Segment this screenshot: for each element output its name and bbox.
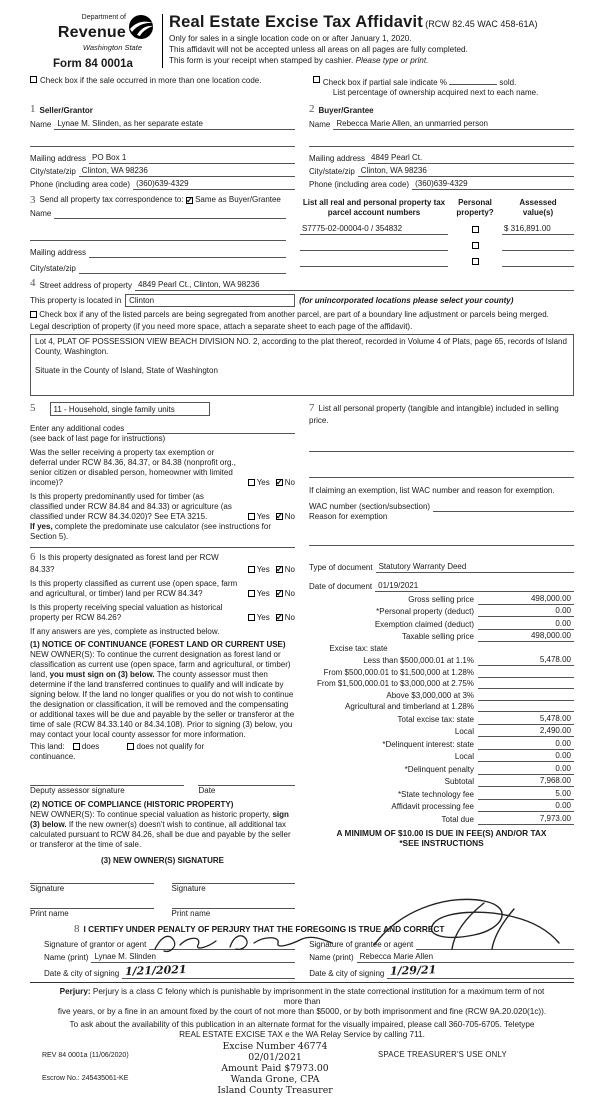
buyer-mailing-field[interactable]: 4849 Pearl Ct. [368, 153, 574, 164]
seller-city-field[interactable]: Clinton, WA 98236 [79, 166, 295, 177]
treasurer-stamp: Excise Number 46774 02/01/2021 Amount Paid $7973.00 Wanda Grone, CPA Island County Treasurer [217, 1041, 333, 1096]
correspondence-mailing-label: Mailing address [30, 248, 87, 258]
partial-sale-label: Check box if partial sale indicate % sold. List percentage of ownership acquired next to each name. [322, 77, 539, 97]
wac-number-field[interactable] [433, 502, 574, 512]
located-in-note: (for unincorporated locations please select your county) [299, 295, 514, 305]
assessed-value-field-3[interactable] [502, 257, 574, 267]
document-date-label: Date of document [309, 581, 373, 591]
tax-label: Local [454, 727, 474, 737]
treasurer-use-only-label: SPACE TREASURER'S USE ONLY [378, 1050, 507, 1059]
section-forest-land: 6 Is this property designated as forest land per RCW 84.33? Yes ✓ No Is this property classified as current use (open space, farm and agricultural, or timber) land per RCW 84.34? Yes ✓ No Is this property receiving special valuation as historical property per RCW 84.26? Yes ✓ No If any answers are yes, complete as instructed below. (1) NOTICE OF CONTINUANCE (FOREST LAND OR CURRENT USE) NEW OWNER(S): To continue the current designation as forest land or classification as current use (open space, farm and agricultural, or timber) land, you must sign on (3) below. The county assessor must then determine if the land transferred continues to qualify and will indicate by signing below. If the land no longer qualifies or you do not wish to continue the designation or classification, it will be removed and the compensating or additional taxes will be due and payable by the seller or transferor at the time of sale (RCW 84.33.140 or 84.34.108). Prior to signing (3) below, you may contact your local county assessor for more information. This land: does does not qualify for continuance. Deputy assessor signature Date (2) NOTICE OF COMPLIANCE (HISTORIC PROPERTY) NEW OWNER(S): To continue special valuation as historic property, sign (3) below. If the new owner(s) doesn't wish to continue, all additional tax calculated pursuant to RCW 84.26, shall be due and payable by the seller or transferor at the time of sale. (3) NEW OWNER(S) SIGNATURE Signature Signature Print name Print name [30, 551, 295, 919]
s5-q2-no-checkbox[interactable] [276, 513, 283, 520]
section4-number: 4 [30, 277, 36, 290]
grantor-datecity-label: Date & city of signing [44, 968, 120, 978]
s6-q1-yes-checkbox[interactable] [248, 566, 255, 573]
seller-mailing-field[interactable]: PO Box 1 [89, 153, 295, 164]
tax-value[interactable]: 498,000.00 [478, 631, 574, 642]
assessed-value-field[interactable]: $ 316,891.00 [502, 224, 574, 235]
minimum-fee-note: A MINIMUM OF $10.00 IS DUE IN FEE(S) AND/OR TAX [336, 827, 547, 838]
section-property-address [30, 277, 574, 396]
section1-number: 1 [30, 102, 36, 115]
additional-codes-field[interactable] [127, 424, 295, 434]
header-note-1: Only for sales in a single location code on or after January 1, 2020. [169, 33, 412, 43]
parcel-col1-header: List all real and personal property tax parcel account numbers [302, 197, 446, 217]
new-owner-signature-label-1: Signature [30, 883, 65, 893]
new-owner-printname-field-1[interactable] [30, 899, 154, 909]
grantor-datecity-field[interactable] [122, 964, 295, 979]
grantee-datecity-field[interactable] [387, 964, 574, 979]
land-does-checkbox[interactable] [73, 743, 80, 750]
section-certification [30, 923, 574, 983]
personal-property-checkbox-3[interactable] [472, 258, 479, 265]
tax-value[interactable]: 7,973.00 [478, 814, 574, 825]
tax-value-spacer [478, 644, 574, 654]
personal-property-checkbox-2[interactable] [472, 242, 479, 249]
buyer-name-label: Name [309, 119, 331, 129]
dor-logo [30, 6, 156, 72]
correspondence-name-field[interactable] [54, 209, 286, 219]
same-as-buyer-checkbox[interactable] [186, 197, 193, 204]
notice-continuance-body: NEW OWNER(S): To continue the current designation as forest land or classification as current use (open space, farm and agricultural, or timber) land, you must sign on (3) below. The county assessor must then determine if the land transferred continues to qualify and will indicate by signing below. If the land no longer qualifies or you do not wish to continue the designation or classification, it will be removed and the compensating or additional taxes will be due and payable by the seller or transferor at the time of sale (RCW 84.33.140 or 84.34.108). Prior to signing (3) below, you may contact your local county assessor for more information. [30, 649, 295, 739]
notice-continuance-title: (1) NOTICE OF CONTINUANCE (FOREST LAND OR CURRENT USE) [30, 639, 286, 649]
partial-sale-note: List percentage of ownership acquired next to each name. [332, 87, 539, 97]
grantee-date-handwriting: 1/29/21 [390, 963, 437, 978]
correspondence-mailing-field[interactable] [89, 248, 286, 258]
dor-swoosh-icon [128, 14, 154, 43]
parcel-row [300, 224, 574, 235]
accessibility-note: To ask about the availability of this publication in an alternate format for the visually impaired, please call 360-705-6705. Teletype REAL ESTATE EXCISE TAX e the WA Relay Service by calling 711. [69, 1019, 535, 1039]
exemption-label: If claiming an exemption, list WAC number and reason for exemption. [309, 485, 555, 495]
correspondence-city-label: City/state/zip [30, 264, 76, 274]
correspondence-name-label: Name [30, 209, 52, 219]
s5-q1-no-checkbox[interactable] [276, 479, 283, 486]
correspondence-city-field[interactable] [79, 264, 286, 274]
legal-description-p1: Lot 4, PLAT OF POSSESSION VIEW BEACH DIVISION NO. 2, according to the plat thereof, recorded in Volume 4 of Plats, page 65, records of Island County, Washington. [35, 337, 567, 356]
s5-q2-text: Is this property predominantly used for timber (as classified under RCW 84.84 and 84.33) or agriculture (as classified under RCW 84.34.020)? See ETA 3215. [30, 492, 232, 521]
tax-label: Affidavit processing fee [391, 802, 474, 812]
multi-location-label: Check box if the sale occurred in more than one location code. [40, 75, 262, 85]
located-in-label: This property is located in [30, 295, 122, 305]
s6-q3-text: Is this property receiving special valuation as historical property per RCW 84.26? [30, 602, 223, 622]
street-address-label: Street address of property [39, 281, 132, 290]
grantor-signature-field[interactable] [149, 940, 295, 950]
grantor-printname-label: Name (print) [44, 952, 89, 962]
deputy-date-label: Date [198, 785, 216, 795]
parcel-number-field[interactable]: S7775-02-00004-0 / 354832 [300, 224, 448, 235]
section2-number: 2 [309, 102, 315, 115]
tax-value[interactable] [478, 668, 574, 678]
multi-location-checkbox[interactable] [30, 76, 37, 83]
tax-label: Subtotal [444, 777, 474, 787]
deputy-assessor-signature-label: Deputy assessor signature [30, 785, 125, 795]
exemption-reason-field[interactable] [309, 536, 574, 546]
deputy-date-field[interactable] [198, 776, 295, 786]
buyer-city-field[interactable]: Clinton, WA 98236 [358, 166, 574, 177]
notice-compliance-body: NEW OWNER(S): To continue special valuation as historic property, sign (3) below. If the new owner(s) doesn't wish to continue, all additional tax calculated pursuant to RCW 84.26, shall be due and payable by the seller or transferor at the time of sale. [30, 809, 291, 849]
additional-codes-note: (see back of last page for instructions) [30, 434, 166, 443]
grantee-printname-field[interactable]: Rebecca Marie Allen [357, 952, 574, 963]
tax-value[interactable]: 0.00 [478, 764, 574, 775]
document-type-label: Type of document [309, 562, 373, 572]
grantee-cert-block [309, 939, 574, 979]
street-address-field[interactable]: 4849 Pearl Ct., Clinton, WA 98236 [135, 280, 574, 291]
seller-name2-field[interactable] [30, 137, 295, 147]
tax-value[interactable]: 0.00 [478, 751, 574, 762]
section-use-code: 5 11 - Household, single family units Enter any additional codes (see back of last page for instructions) Was the seller receiving a property tax exemption or deferral under RCW 84.36, 84.37, or 84.38 (nonprofit org., senior citizen or disabled person, homeowner with limited income)? Yes ✓ No Is this property predominantly used for timber (as classified under RCW 84.84 and 84.33) or agriculture (as classified under RCW 84.34.020)? See ETA 3215. Yes ✓ No If yes, complete the predominate use calculator (see instructions for Section 5). [30, 402, 295, 548]
seller-title: Seller/Grantor [39, 105, 93, 115]
new-owner-signature-field-2[interactable] [172, 874, 296, 884]
tax-label: Less than $500,000.01 at 1.1% [363, 656, 474, 666]
new-owner-signature-label-2: Signature [171, 883, 206, 893]
seller-mailing-label: Mailing address [30, 153, 87, 163]
parcel-row [300, 241, 574, 251]
tax-value[interactable]: 498,000.00 [478, 594, 574, 605]
s5-q1-text: Was the seller receiving a property tax exemption or deferral under RCW 84.36, 84.37, or 84.38 (nonprofit org., senior citizen or disabled person, homeowner with limited income)? [30, 448, 236, 487]
rev-number: REV 84 0001a (11/06/2020) [42, 1052, 129, 1059]
escrow-label: Escrow No.: [42, 1074, 80, 1082]
section-buyer [309, 98, 574, 190]
this-land-label: This land: [30, 741, 65, 751]
tax-label: *Personal property (deduct) [376, 607, 474, 617]
grantor-date-handwriting: 1/21/2021 [124, 962, 187, 979]
certification-divider [30, 982, 574, 983]
s6-q3-yes-checkbox[interactable] [248, 614, 255, 621]
additional-codes-label: Enter any additional codes [30, 424, 125, 433]
parcel-row [300, 257, 574, 267]
tax-label: *State technology fee [397, 789, 474, 799]
personal-property-field-2[interactable] [309, 468, 574, 478]
buyer-phone-label: Phone (including area code) [309, 179, 410, 189]
located-in-select[interactable]: Clinton [125, 294, 295, 307]
tax-section-header: Excise tax: state [329, 643, 388, 653]
parcel-number-field-3[interactable] [300, 257, 448, 267]
tax-value[interactable] [478, 679, 574, 689]
legal-description-label: Legal description of property (if you need more space, attach a separate sheet to each page of the affidavit). [30, 322, 413, 331]
tax-label: Exemption claimed (deduct) [374, 619, 474, 629]
s6-q2-text: Is this property classified as current use (open space, farm and agricultural, or timber) land per RCW 84.34? [30, 578, 238, 598]
partial-sale-percent-field[interactable] [449, 76, 497, 85]
see-instructions-note: *SEE INSTRUCTIONS [399, 838, 484, 849]
dor-logo-state: Washington State [82, 43, 142, 52]
form-number: Form 84 0001a [53, 58, 133, 71]
buyer-phone-field[interactable]: (360)639-4329 [412, 179, 574, 190]
segregated-label: Check box if any of the listed parcels are being segregated from another parcel, are part of a boundary line adjustment or parcels being merged. [39, 310, 549, 319]
deputy-assessor-signature-field[interactable] [30, 776, 184, 786]
tax-value[interactable]: 5,478.00 [478, 714, 574, 725]
document-date-field[interactable]: 01/19/2021 [375, 581, 574, 592]
tax-label: From $500,000.01 to $1,500,000 at 1.28% [323, 667, 474, 677]
land-use-code-select[interactable]: 11 - Household, single family units [50, 402, 210, 416]
grantor-signature-label: Signature of grantor or agent [44, 940, 147, 949]
s6-q2-yes-checkbox[interactable] [248, 590, 255, 597]
section5-number: 5 [30, 402, 36, 414]
tax-value[interactable] [478, 702, 574, 712]
grantee-signature-field[interactable] [416, 940, 574, 950]
wac-number-label: WAC number (section/subsection) [309, 501, 431, 511]
s5-q1-yes-checkbox[interactable] [248, 479, 255, 486]
tax-computation [309, 594, 574, 849]
s6-q2-no-checkbox[interactable] [276, 590, 283, 597]
parcel-col2-header: Personal property? [456, 197, 494, 217]
section-divider [30, 547, 295, 548]
tax-value[interactable]: 2,490.00 [478, 726, 574, 737]
seller-name-field[interactable]: Lynae M. Slinden, as her separate estate [54, 119, 295, 130]
tax-label: Gross selling price [408, 594, 474, 604]
personal-property-checkbox-1[interactable] [472, 226, 479, 233]
land-does-not-checkbox[interactable] [127, 743, 134, 750]
legal-description-box[interactable] [30, 334, 574, 396]
buyer-name-field[interactable]: Rebecca Marie Allen, an unmarried person [333, 119, 574, 130]
tax-label: Total excise tax: state [397, 714, 474, 724]
same-as-buyer-label: Same as Buyer/Grantee [195, 195, 281, 205]
section-seller [30, 98, 295, 190]
tax-value[interactable]: 0.00 [478, 606, 574, 617]
tax-label: *Delinquent interest: state [382, 739, 474, 749]
header-divider [162, 14, 163, 68]
section7-number: 7 [309, 402, 315, 414]
form-title-ref: (RCW 82.45 WAC 458-61A) [425, 19, 538, 29]
certify-statement: I CERTIFY UNDER PENALTY OF PERJURY THAT THE FOREGOING IS TRUE AND CORRECT [83, 923, 445, 934]
s5-q2-yes-checkbox[interactable] [248, 513, 255, 520]
partial-sale-checkbox[interactable] [313, 76, 320, 83]
tax-value[interactable]: 5.00 [478, 789, 574, 800]
s5-q2-note: If yes, complete the predominate use calculator (see instructions for Section 5). [30, 522, 272, 541]
tax-value[interactable]: 5,478.00 [478, 655, 574, 666]
seller-phone-field[interactable]: (360)639-4329 [133, 179, 295, 190]
new-owner-printname-label-2: Print name [171, 908, 211, 918]
tax-value[interactable]: 7,968.00 [478, 776, 574, 787]
s6-intro: If any answers are yes, complete as instructed below. [30, 626, 220, 636]
personal-property-field-1[interactable] [309, 442, 574, 452]
section-personal-property [309, 402, 574, 426]
perjury-note: Perjury: Perjury is a class C felony which is punishable by imprisonment in the state correctional institution for a maximum term of not more than five years, or by a fine in an amount fixed by the court of not more than $5000, or by both imprisonment and fine (RCW 9A.20.020(1c)). [57, 986, 547, 1017]
escrow-number: 245435061-KE [81, 1074, 129, 1082]
grantor-cert-block [30, 939, 295, 979]
legal-description-p2: Situate in the County of Island, State of Washington [35, 366, 218, 375]
tax-label: *Delinquent penalty [404, 764, 474, 774]
tax-label: Agricultural and timberland at 1.28% [345, 702, 474, 712]
tax-label: Above $3,000,000 at 3% [386, 690, 474, 700]
tax-value[interactable] [478, 691, 574, 701]
form-title: Real Estate Excise Tax Affidavit [169, 13, 424, 31]
s6-q1-no-checkbox[interactable] [276, 566, 283, 573]
form-header [30, 6, 574, 72]
buyer-mailing-label: Mailing address [309, 153, 366, 163]
buyer-name2-field[interactable] [309, 137, 574, 147]
new-owner-signature-field-1[interactable] [30, 874, 154, 884]
tax-value[interactable]: 0.00 [478, 739, 574, 750]
grantor-printname-field[interactable]: Lynae M. Slinden [91, 952, 295, 963]
new-owner-signature-title: (3) NEW OWNER(S) SIGNATURE [101, 855, 224, 865]
tax-label: Total due [441, 814, 474, 824]
buyer-city-label: City/state/zip [309, 166, 355, 176]
parcel-col3-header: Assessed value(s) [519, 197, 557, 217]
seller-name-label: Name [30, 119, 52, 129]
assessed-value-field-2[interactable] [502, 241, 574, 251]
parcel-number-field-2[interactable] [300, 241, 448, 251]
personal-property-label: List all personal property (tangible and intangible) included in selling price. [309, 404, 559, 425]
new-owner-printname-field-2[interactable] [172, 899, 296, 909]
grantee-datecity-label: Date & city of signing [309, 968, 385, 978]
parcel-table [300, 194, 574, 275]
document-type-field[interactable]: Statutory Warranty Deed [376, 562, 574, 573]
seller-city-label: City/state/zip [30, 166, 76, 176]
section-tax-correspondence [30, 194, 286, 275]
tax-value[interactable]: 0.00 [478, 801, 574, 812]
buyer-title: Buyer/Grantee [318, 105, 374, 115]
dor-logo-revenue: Revenue [57, 23, 126, 41]
exemption-reason-label: Reason for exemption [309, 511, 388, 521]
header-note-3: This form is your receipt when stamped by cashier. Please type or print. [169, 56, 429, 66]
seller-phone-label: Phone (including area code) [30, 179, 131, 189]
grantee-signature-label: Signature of grantee or agent [309, 940, 414, 949]
form-footer [30, 1042, 574, 1097]
segregated-checkbox[interactable] [30, 311, 37, 318]
header-note-2: This affidavit will not be accepted unless all areas on all pages are fully completed. [169, 44, 468, 54]
notice-compliance-title: (2) NOTICE OF COMPLIANCE (HISTORIC PROPERTY) [30, 799, 234, 809]
tax-value[interactable]: 0.00 [478, 619, 574, 630]
tax-label: Local [454, 752, 474, 762]
s6-q3-no-checkbox[interactable] [276, 614, 283, 621]
grantee-printname-label: Name (print) [309, 952, 354, 962]
correspondence-label: Send all property tax correspondence to: [39, 195, 184, 205]
new-owner-printname-label-1: Print name [30, 908, 69, 918]
section8-number: 8 [74, 922, 80, 935]
correspondence-name2-field[interactable] [30, 231, 286, 241]
dor-logo-dept: Department of [81, 14, 126, 22]
tax-label: Taxable selling price [401, 632, 474, 642]
section3-number: 3 [30, 193, 36, 206]
s6-q1-text: 6 Is this property designated as forest land per RCW 84.33? [30, 551, 219, 574]
continuance-label: continuance. [30, 751, 76, 761]
tax-label: From $1,500,000.01 to $3,000,000 at 2.75% [316, 679, 474, 689]
